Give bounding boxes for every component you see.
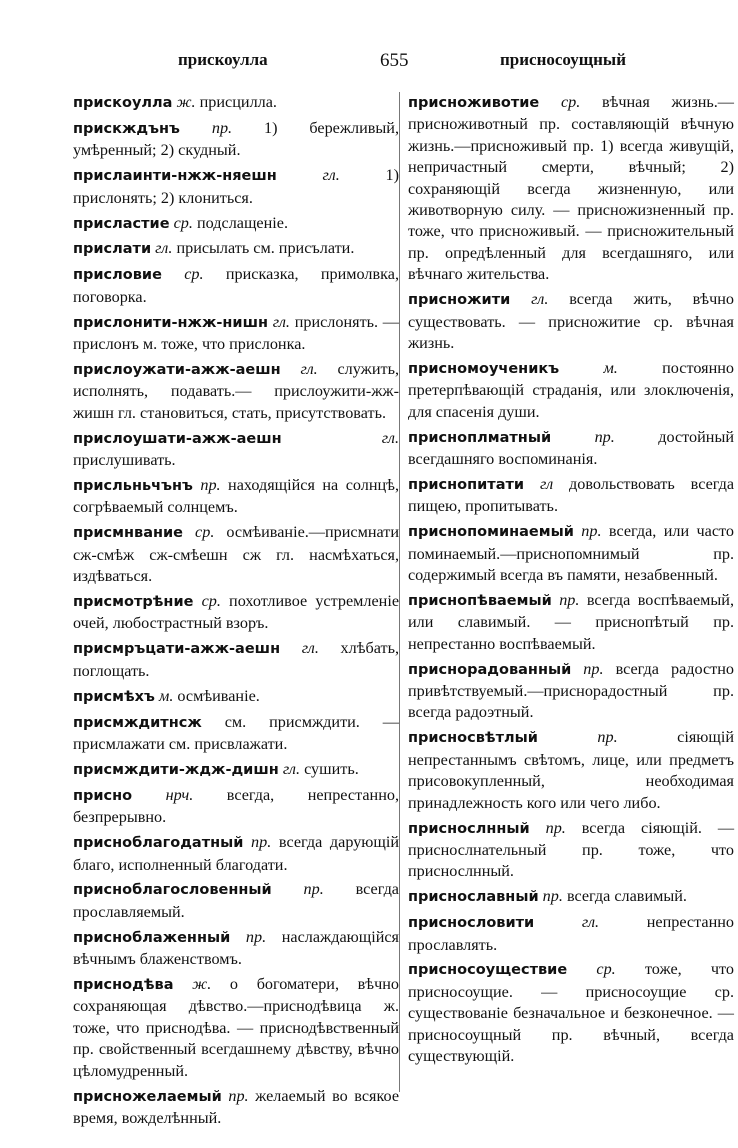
dictionary-entry	[73, 475, 399, 519]
entry-definition: находящійся на солнцѣ, согрѣваемый солнцемъ.	[73, 476, 399, 517]
entry-definition: служить, исполнять, подавать.— прислоужити-жж-жишн гл. становиться, стать, присутствовать.	[73, 359, 399, 422]
page-number: 655	[380, 50, 409, 71]
entry-part-of-speech: ср.	[173, 213, 193, 232]
entry-part-of-speech: пр.	[583, 659, 604, 678]
dictionary-entry	[73, 759, 399, 781]
entry-part-of-speech: гл.	[322, 166, 340, 185]
entry-headword: присмнвание	[73, 525, 183, 542]
entry-part-of-speech: ср.	[201, 592, 221, 611]
entry-part-of-speech: ж.	[176, 93, 196, 111]
entry-headword: прислоужати-ажж-аешн	[73, 361, 281, 378]
entry-definition: присказка, примолвка, поговорка.	[73, 265, 399, 306]
entry-headword: прислати	[73, 241, 152, 258]
dictionary-entry	[73, 118, 399, 162]
entry-part-of-speech: гл.	[531, 290, 549, 309]
dictionary-entry	[73, 832, 399, 876]
entry-definition: 1) бережливый, умѣренный; 2) скудный.	[73, 118, 400, 160]
entry-definition: 1) прислонять; 2) клониться.	[73, 166, 399, 207]
entry-headword: приснослнный	[408, 820, 530, 837]
left-guide-word: прискоулла	[178, 50, 268, 69]
dictionary-entry	[408, 289, 734, 354]
entry-headword: присластие	[73, 215, 170, 232]
running-header	[0, 50, 738, 80]
entry-definition: желаемый во всякое время, вожделѣнный.	[73, 1086, 399, 1127]
dictionary-entry	[408, 886, 734, 908]
entry-definition: похотливое устремленіе очей, любострастный взоръ.	[73, 592, 399, 633]
dictionary-entry	[73, 522, 399, 587]
entry-part-of-speech: гл.	[155, 239, 173, 258]
dictionary-entry	[408, 659, 734, 724]
entry-part-of-speech: ср.	[596, 960, 616, 979]
entry-definition: прислушивать.	[73, 451, 176, 470]
entry-part-of-speech: ср.	[184, 265, 204, 284]
entry-definition: всегда дарующій благо, исполненный благодати.	[73, 833, 400, 874]
entry-part-of-speech: пр.	[211, 118, 233, 137]
entry-definition: всегда, или часто поминаемый.—приснопомнимый пр. содержимый всегда въ памяти, незабвенный.	[408, 522, 734, 585]
entry-part-of-speech: гл.	[300, 359, 318, 378]
entry-headword: присносоуществие	[408, 962, 568, 979]
dictionary-entry	[408, 912, 734, 956]
entry-definition: присылать см. присълати.	[172, 239, 355, 258]
entry-headword: прискоулла	[73, 95, 173, 111]
entry-headword: прислонити-нжж-нишн	[73, 314, 268, 331]
entry-definition: осмѣиваніе.	[173, 686, 260, 705]
entry-definition: хлѣбать, поглощать.	[73, 639, 399, 680]
entry-definition: тоже, что присносоущие. — присносоущие ср. существованіе безначальное и безконечное. — присносоущный пр. вѣчный, всегда существующій.	[408, 960, 734, 1066]
entry-headword: присльньчънъ	[73, 478, 193, 494]
entry-headword: присмждитнсж	[73, 714, 202, 731]
entry-definition: см. присмждити. — присмлажати см. присвлажати.	[73, 712, 399, 753]
dictionary-entry	[73, 927, 399, 971]
dictionary-entry	[73, 712, 399, 756]
entry-part-of-speech: гл	[539, 474, 554, 493]
dictionary-entry	[73, 312, 399, 356]
entry-headword: присножелаемый	[73, 1088, 222, 1105]
dictionary-entry	[73, 213, 399, 235]
entry-part-of-speech: пр.	[200, 476, 221, 494]
dictionary-entry	[408, 358, 734, 423]
dictionary-entry	[73, 165, 399, 209]
dictionary-entry	[73, 1086, 399, 1130]
entry-definition: сіяющій непрестаннымъ свѣтомъ, лице, или предметъ присовокупленный, необходимая принадлежность кого или чего либо.	[408, 728, 734, 812]
entry-part-of-speech: м.	[603, 358, 618, 377]
entry-definition: достойный всегдашняго воспоминанія.	[408, 427, 734, 468]
entry-part-of-speech: пр.	[251, 833, 272, 852]
entry-headword: присносвѣтлый	[408, 730, 538, 747]
dictionary-entry	[73, 785, 399, 829]
entry-headword: присноблаженный	[73, 929, 231, 946]
entry-part-of-speech: пр.	[228, 1086, 249, 1105]
dictionary-entry	[73, 238, 399, 260]
entry-headword: приснoжити	[408, 292, 511, 309]
entry-part-of-speech: пр.	[303, 880, 324, 899]
dictionary-entry	[73, 974, 399, 1082]
entry-headword: приснорадованный	[408, 661, 572, 678]
entry-headword: присноблагодатный	[73, 835, 244, 852]
dictionary-entry	[73, 686, 399, 708]
entry-headword: приснoживотие	[408, 95, 540, 111]
right-column	[408, 92, 734, 1071]
entry-part-of-speech: пр.	[597, 728, 618, 747]
left-column	[73, 92, 399, 1133]
entry-headword: присномоученикъ	[408, 360, 560, 377]
dictionary-entry	[408, 818, 734, 883]
entry-headword: присмждити-ждж-дишн	[73, 761, 279, 778]
entry-headword: приснопѣваемый	[408, 592, 552, 609]
entry-part-of-speech: ж.	[192, 975, 212, 994]
dictionary-entry	[73, 591, 399, 635]
entry-headword: прислаинти-нжж-няешн	[73, 168, 277, 185]
entry-part-of-speech: гл.	[282, 759, 301, 778]
entry-definition: вѣчная жизнь.— приснoживотный пр. составляющій вѣчную жизнь.—приснoживый пр. 1) всегда живущій, непричастный смерти, вѣчный; 2) сохраняющій всегда жизненную, или животворную силу. — присножизненный пр. тоже, что приснoживый. — присножительный пр. опредѣленный для всегдашняго, или вѣчнаго жительства.	[408, 93, 734, 284]
entry-part-of-speech: ср.	[195, 523, 215, 542]
dictionary-entry	[73, 638, 399, 682]
dictionary-entry	[408, 590, 734, 655]
entry-part-of-speech: гл.	[581, 913, 600, 932]
entry-headword: приснославный	[408, 889, 539, 906]
entry-part-of-speech: м.	[158, 686, 174, 705]
entry-part-of-speech: пр.	[542, 887, 563, 906]
entry-part-of-speech: гл.	[381, 428, 399, 447]
entry-headword: прислоушати-ажж-аешн	[73, 430, 282, 447]
dictionary-entry	[73, 359, 399, 424]
dictionary-entry	[73, 92, 399, 114]
dictionary-entry	[73, 428, 399, 472]
entry-definition: постоянно претерпѣвающій страданія, или злоключенія, для спасенія души.	[408, 358, 735, 421]
entry-definition: довольствовать всегда пищею, пропитывать.	[408, 474, 735, 516]
entry-headword: присмръцати-ажж-аешн	[73, 641, 281, 658]
dictionary-entry	[408, 727, 734, 814]
entry-part-of-speech: пр.	[245, 927, 267, 946]
entry-definition: всегда сіяющій. —приснослнательный пр. тоже, что приснослнный.	[408, 818, 735, 881]
entry-part-of-speech: нрч.	[165, 785, 194, 804]
dictionary-entry	[408, 92, 734, 286]
entry-headword: присмѣхъ	[73, 688, 155, 705]
dictionary-entry	[73, 879, 399, 923]
column-divider	[399, 92, 400, 1092]
entry-definition: прислонять. —прислонъ м. тоже, что прислонка.	[73, 312, 399, 354]
entry-part-of-speech: гл.	[301, 639, 319, 658]
entry-definition: подслащеніе.	[192, 213, 288, 232]
entry-headword: присловие	[73, 267, 162, 284]
entry-headword: прискждънъ	[73, 120, 180, 137]
dictionary-entry	[408, 427, 734, 471]
entry-definition: всегда, непрестанно, безпрерывно.	[73, 785, 399, 827]
entry-definition: сушить.	[300, 759, 359, 778]
entry-headword: приснопитати	[408, 476, 525, 493]
entry-definition: присцилла.	[195, 93, 277, 111]
entry-definition: всегда славимый.	[562, 887, 687, 906]
entry-headword: присноплматный	[408, 429, 552, 446]
right-guide-word: присносоущный	[500, 50, 626, 69]
entry-headword: присно	[73, 787, 133, 804]
dictionary-entry	[408, 474, 734, 518]
entry-part-of-speech: пр.	[545, 818, 566, 837]
entry-definition: непрестанно прославлять.	[408, 913, 734, 954]
entry-headword: присноблагословенный	[73, 882, 272, 899]
entry-headword: приснодѣва	[73, 977, 174, 994]
entry-part-of-speech: пр.	[594, 427, 615, 446]
entry-definition: всегда воспѣваемый, или славимый. — приснопѣтый пр. непрестанно воспѣваемый.	[408, 590, 734, 653]
entry-headword: присмотрѣние	[73, 594, 194, 611]
entry-definition: всегда радостно привѣтствуемый.—приснорадостный пр. всегда радоэтный.	[408, 659, 735, 722]
entry-part-of-speech: пр.	[559, 590, 580, 609]
entry-part-of-speech: гл.	[272, 312, 290, 331]
entry-definition: о богоматери, вѣчно сохраняющая дѣвство.—приснодѣвица ж. тоже, что приснодѣва. — приснодѣвственный пр. свойственный всегдашнему дѣвству, вѣчно цѣломудренный.	[73, 975, 399, 1080]
dictionary-entry	[408, 521, 734, 586]
entry-headword: приснопоминаемый	[408, 524, 574, 541]
entry-part-of-speech: пр.	[581, 522, 602, 541]
entry-definition: осмѣиваніе.—присмнати сж-смѣж сж-смѣешн сж гл. насмѣхаться, издѣваться.	[73, 523, 399, 586]
entry-definition: наслаждающійся вѣчнымъ блаженствомъ.	[73, 927, 399, 969]
entry-part-of-speech: ср.	[560, 93, 581, 111]
dictionary-entry	[408, 959, 734, 1067]
dictionary-entry	[73, 264, 399, 308]
entry-definition: всегда прославляемый.	[73, 880, 399, 921]
entry-definition: всегда жить, вѣчно существовать. — приснoжитие ср. вѣчная жизнь.	[408, 290, 734, 352]
entry-headword: приснословити	[408, 915, 535, 932]
